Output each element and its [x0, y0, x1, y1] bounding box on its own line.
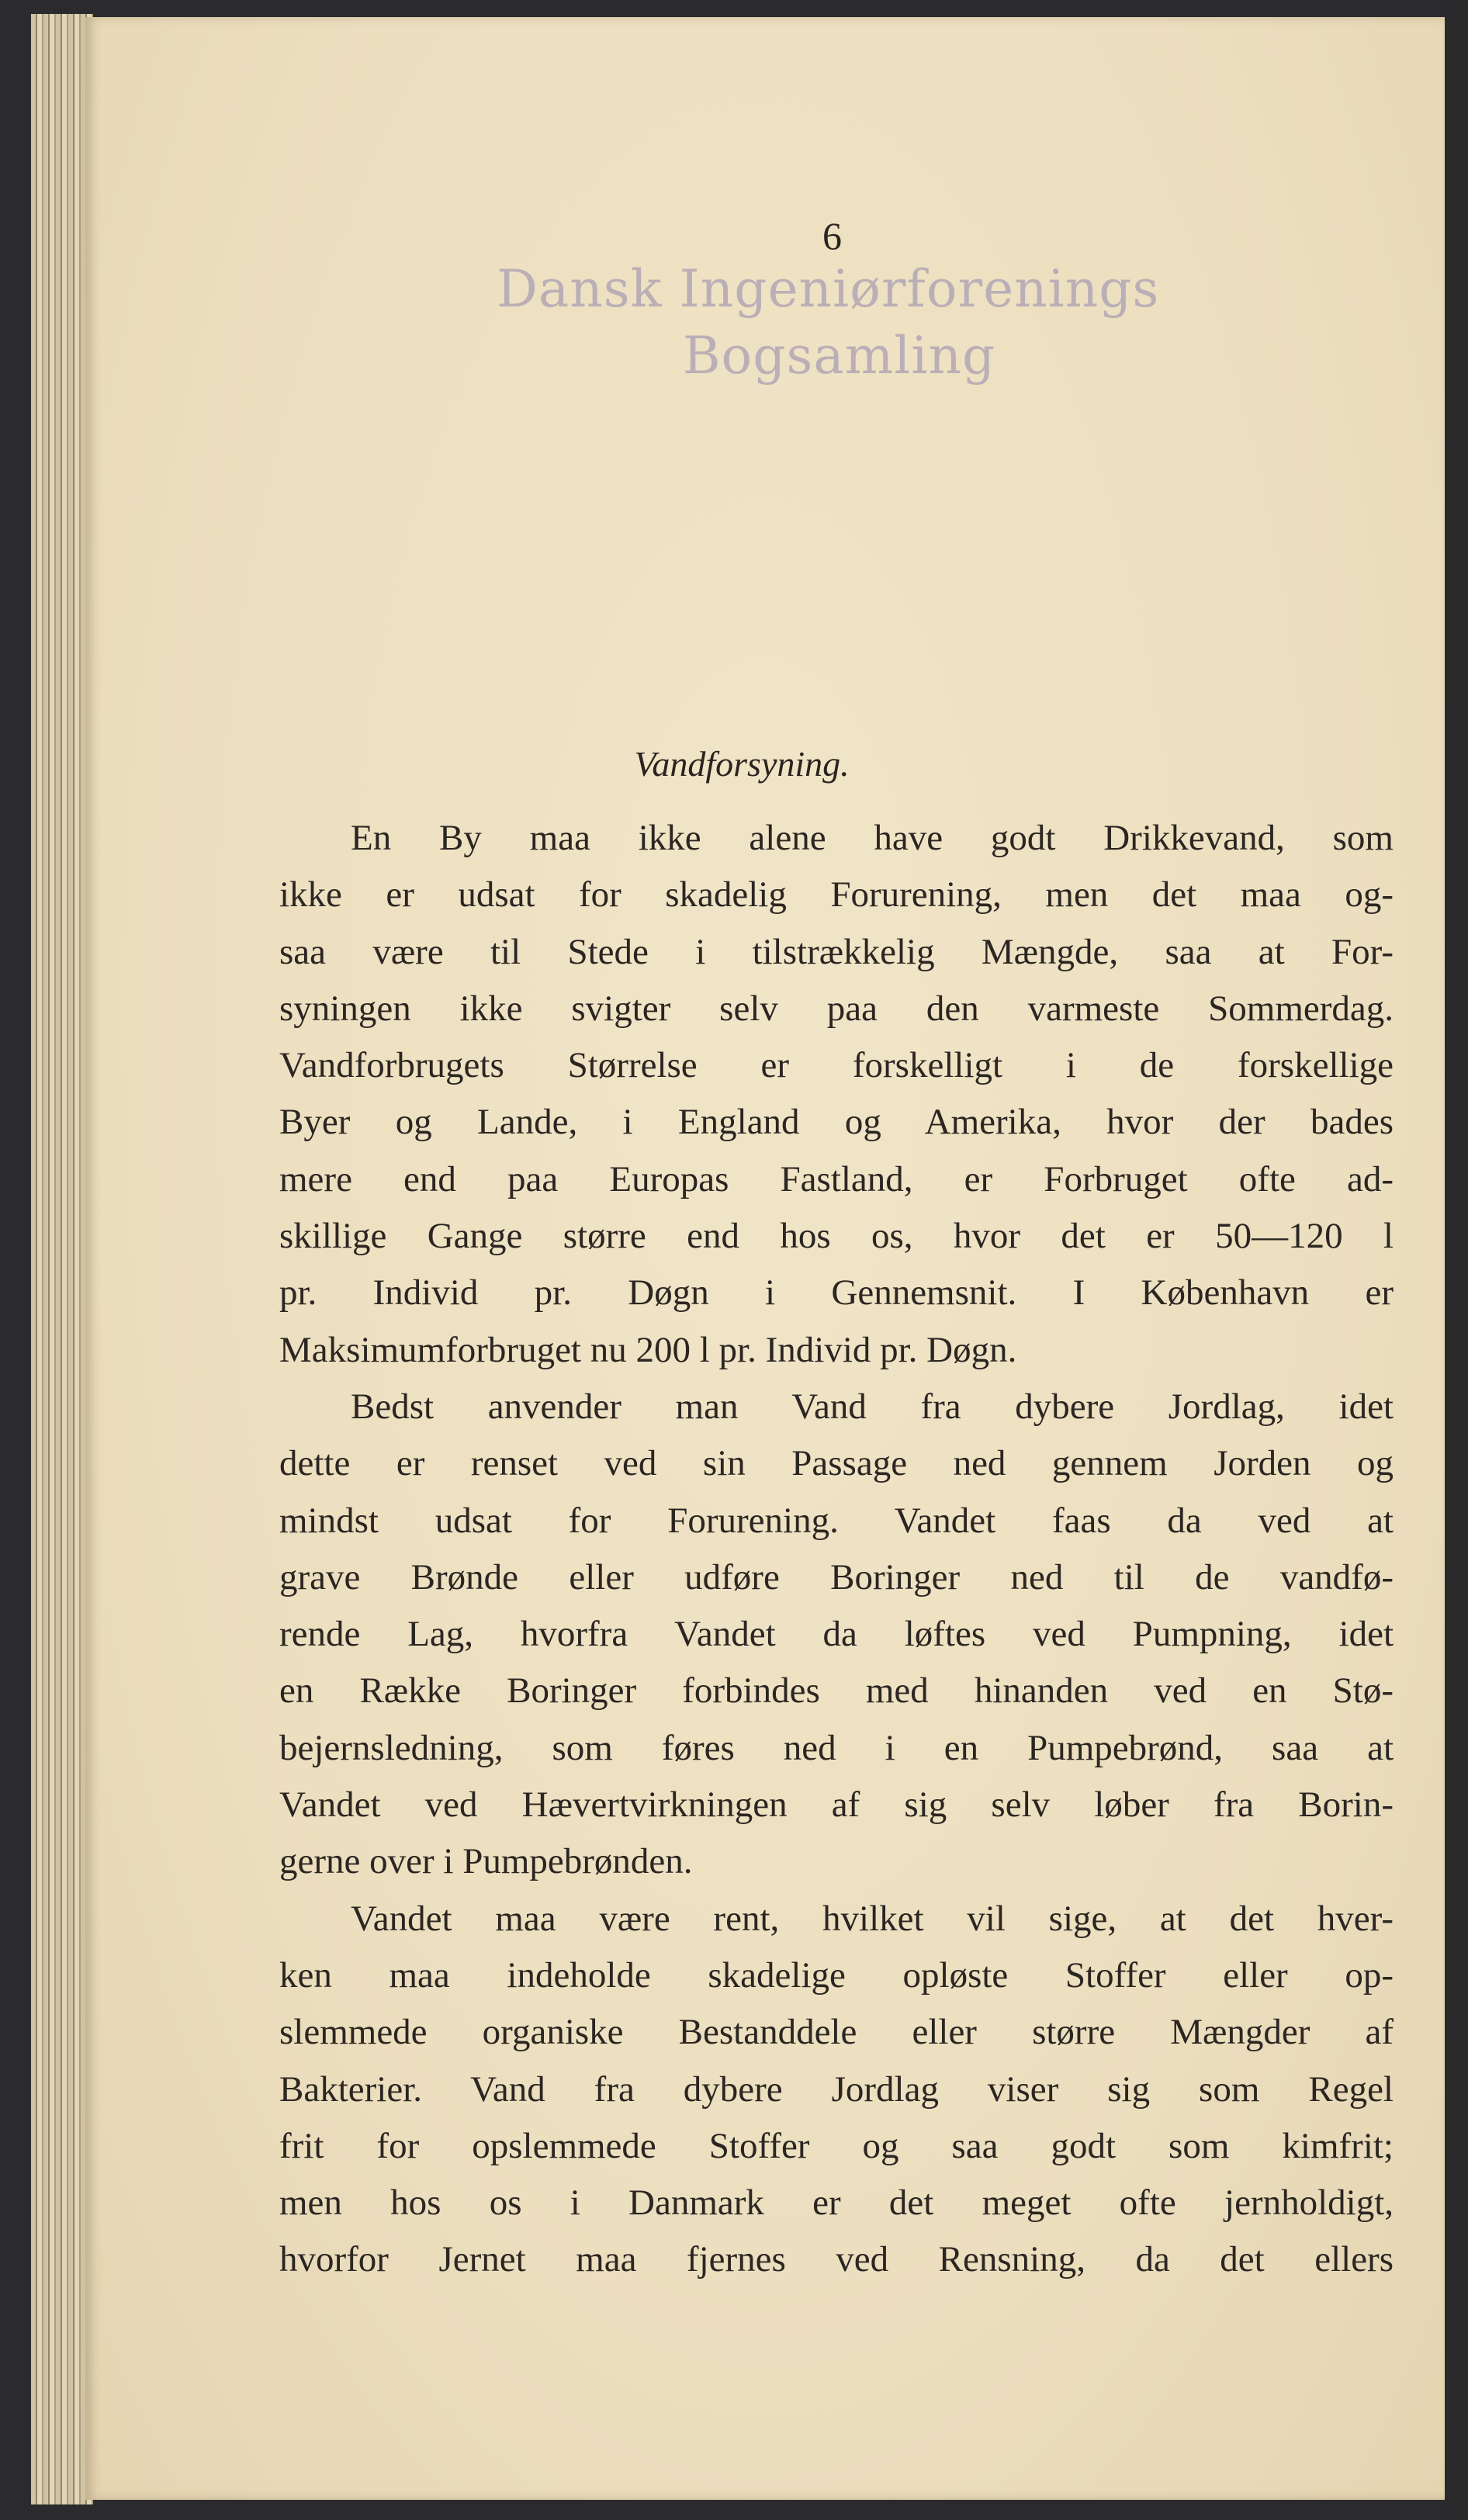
text-line: mere end paa Europas Fastland, er Forbruget ofte ad- — [279, 1158, 1394, 1199]
body-text — [279, 810, 1394, 2289]
library-stamp-line2: Bogsamling — [683, 326, 996, 386]
section-heading: Vandforsyning. — [634, 744, 850, 784]
text-line: Vandet ved Hævertvirkningen af sig selv løber fra Borin- — [279, 1784, 1394, 1826]
text-line: dette er renset ved sin Passage ned gennem Jorden og — [279, 1443, 1394, 1484]
text-line: bejernsledning, som føres ned i en Pumpebrønd, saa at — [279, 1727, 1394, 1768]
library-stamp-line1: Dansk Ingeniørforenings — [497, 259, 1160, 319]
text-line: men hos os i Danmark er det meget ofte jernholdigt, — [279, 2182, 1394, 2224]
page-edges — [31, 14, 93, 2504]
text-line: Bedst anvender man Vand fra dybere Jordlag, idet — [351, 1386, 1394, 1427]
text-line: Vandet maa være rent, hvilket vil sige, at det hver- — [351, 1898, 1394, 1939]
text-line: ken maa indeholde skadelige opløste Stoffer eller op- — [279, 1954, 1394, 1996]
paragraph — [279, 810, 1394, 1379]
text-line: mindst udsat for Forurening. Vandet faas da ved at — [279, 1500, 1394, 1541]
text-line: grave Brønde eller udføre Boringer ned til de vandfø- — [279, 1556, 1394, 1598]
text-line: syningen ikke svigter selv paa den varmeste Sommerdag. — [279, 988, 1394, 1029]
text-line: En By maa ikke alene have godt Drikkevand, som — [351, 818, 1394, 858]
text-line: skillige Gange større end hos os, hvor det er 50—120 l — [279, 1216, 1394, 1257]
text-line: Vandforbrugets Størrelse er forskelligt i de forskellige — [279, 1045, 1394, 1086]
page-number: 6 — [822, 214, 842, 258]
text-line: gerne over i Pumpebrønden. — [279, 1841, 693, 1882]
text-line: Bakterier. Vand fra dybere Jordlag viser sig som Regel — [279, 2068, 1394, 2110]
text-line: rende Lag, hvorfra Vandet da løftes ved Pumpning, idet — [279, 1614, 1394, 1655]
scan-border — [1445, 0, 1468, 2520]
paragraph — [279, 1379, 1394, 1891]
text-line: slemmede organiske Bestanddele eller større Mængder af — [279, 2012, 1394, 2053]
text-line: en Række Boringer forbindes med hinanden ved en Stø- — [279, 1670, 1394, 1712]
text-line: ikke er udsat for skadelig Forurening, men det maa og- — [279, 874, 1394, 916]
text-line: Maksimumforbruget nu 200 l pr. Individ pr. Døgn. — [279, 1329, 1017, 1370]
text-line: saa være til Stede i tilstrækkelig Mængde, saa at For- — [279, 931, 1394, 972]
text-line: hvorfor Jernet maa fjernes ved Rensning, da det ellers — [279, 2239, 1394, 2280]
text-line: pr. Individ pr. Døgn i Gennemsnit. I København er — [279, 1272, 1394, 1314]
text-line: frit for opslemmede Stoffer og saa godt som kimfrit; — [279, 2125, 1394, 2166]
text-line: Byer og Lande, i England og Amerika, hvor der bades — [279, 1102, 1394, 1143]
paragraph — [279, 1891, 1394, 2289]
